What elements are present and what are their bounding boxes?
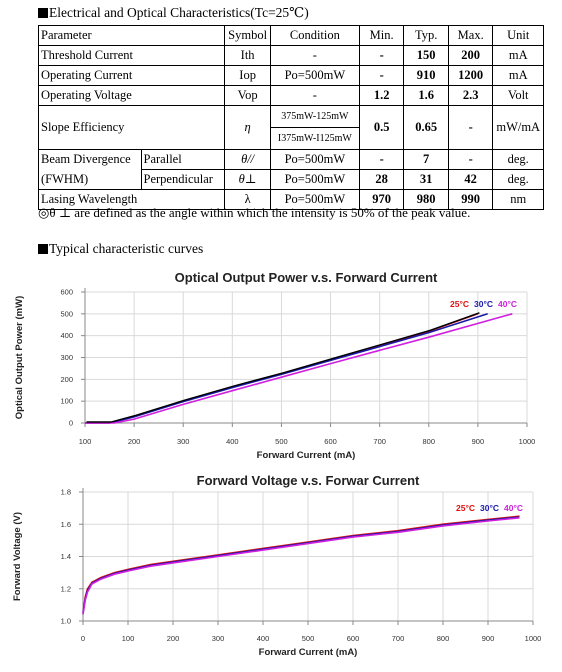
x-tick-label: 900 bbox=[481, 634, 495, 643]
cell-typ: 980 bbox=[404, 190, 449, 210]
legend-entry: 30°C bbox=[474, 299, 493, 309]
table-row bbox=[39, 66, 544, 86]
cell-symbol: θ⊥ bbox=[225, 170, 270, 190]
cell-max: 2.3 bbox=[448, 86, 493, 106]
header-min: Min. bbox=[359, 26, 404, 46]
cell-typ: 1.6 bbox=[404, 86, 449, 106]
cell-subparam: Perpendicular bbox=[141, 170, 225, 190]
cell-min: - bbox=[359, 150, 404, 170]
legend-entry: 40°C bbox=[498, 299, 517, 309]
cell-max: 1200 bbox=[448, 66, 493, 86]
x-tick-label: 400 bbox=[256, 634, 270, 643]
cell-max: 42 bbox=[448, 170, 493, 190]
series-line-shadow bbox=[87, 313, 480, 422]
cell-param: Lasing Wavelength bbox=[39, 190, 225, 210]
section-heading-characteristics bbox=[38, 5, 309, 21]
y-tick-label: 300 bbox=[60, 353, 73, 362]
header-symbol: Symbol bbox=[225, 26, 270, 46]
cell-max: 200 bbox=[448, 46, 493, 66]
series-line-40c bbox=[83, 518, 520, 615]
table-row bbox=[39, 106, 544, 150]
cell-condition: Po=500mW bbox=[270, 66, 359, 86]
square-bullet-icon bbox=[38, 244, 48, 254]
cell-max: - bbox=[448, 106, 493, 150]
table-row bbox=[39, 46, 544, 66]
voltage-vs-current-chart bbox=[0, 470, 562, 670]
y-tick-label: 100 bbox=[60, 396, 73, 406]
table-header-row bbox=[39, 26, 544, 46]
legend-entry: 25°C bbox=[456, 503, 475, 513]
header-max: Max. bbox=[448, 26, 493, 46]
table-row bbox=[39, 170, 544, 190]
chart-title: Forward Voltage v.s. Forwar Current bbox=[196, 473, 420, 488]
y-tick-label: 200 bbox=[60, 374, 73, 384]
x-tick-label: 800 bbox=[436, 634, 450, 643]
cell-max: 990 bbox=[448, 190, 493, 210]
condition-current-range: I375mW-I125mW bbox=[277, 133, 352, 144]
y-tick-label: 1.0 bbox=[60, 616, 71, 626]
cell-subparam: Parallel bbox=[141, 150, 225, 170]
cell-max: - bbox=[448, 150, 493, 170]
table-row bbox=[39, 86, 544, 106]
table-row bbox=[39, 150, 544, 170]
header-parameter: Parameter bbox=[39, 26, 225, 46]
legend-entry: 40°C bbox=[504, 503, 523, 513]
cell-unit: nm bbox=[493, 190, 544, 210]
series-line-25c bbox=[83, 516, 520, 613]
x-tick-label: 0 bbox=[80, 634, 86, 643]
cell-param: Slope Efficiency bbox=[39, 106, 225, 150]
series-line-30c bbox=[85, 314, 488, 423]
cell-unit: deg. bbox=[493, 170, 544, 190]
x-tick-label: 500 bbox=[275, 437, 288, 446]
header-unit: Unit bbox=[493, 26, 544, 46]
section-heading-curves bbox=[38, 241, 203, 257]
y-axis-label: Forward Voltage (V) bbox=[12, 511, 23, 602]
square-bullet-icon bbox=[38, 8, 48, 18]
cell-condition: Po=500mW bbox=[270, 150, 359, 170]
x-tick-label: 300 bbox=[211, 634, 225, 643]
cell-typ: 150 bbox=[404, 46, 449, 66]
section-title: Electrical and Optical Characteristics(Tc=25℃) bbox=[49, 5, 309, 20]
y-tick-label: 1.8 bbox=[60, 487, 71, 497]
cell-unit: mA bbox=[493, 66, 544, 86]
x-tick-label: 200 bbox=[166, 634, 180, 643]
cell-typ: 31 bbox=[404, 170, 449, 190]
x-tick-label: 700 bbox=[373, 437, 386, 446]
cell-symbol: Ith bbox=[225, 46, 270, 66]
cell-param: Threshold Current bbox=[39, 46, 225, 66]
cell-symbol: η bbox=[225, 106, 270, 150]
cell-unit: mW/mA bbox=[493, 106, 544, 150]
x-tick-label: 200 bbox=[127, 437, 141, 446]
footnote: ◎θ ⊥ are defined as the angle within which the intensity is 50% of the peak value. bbox=[38, 205, 471, 220]
x-tick-label: 1000 bbox=[518, 437, 536, 446]
cell-min: 0.5 bbox=[359, 106, 404, 150]
y-tick-label: 0 bbox=[68, 418, 73, 428]
x-tick-label: 600 bbox=[324, 437, 337, 446]
cell-condition bbox=[270, 106, 359, 150]
power-vs-current-chart bbox=[0, 265, 562, 465]
y-tick-label: 400 bbox=[60, 331, 73, 341]
cell-min: 1.2 bbox=[359, 86, 404, 106]
cell-min: 970 bbox=[359, 190, 404, 210]
x-tick-label: 1000 bbox=[524, 634, 542, 643]
cell-param: Operating Current bbox=[39, 66, 225, 86]
cell-symbol: Vop bbox=[225, 86, 270, 106]
cell-condition: - bbox=[270, 86, 359, 106]
cell-typ: 910 bbox=[404, 66, 449, 86]
chart-title: Optical Output Power v.s. Forward Current bbox=[174, 270, 438, 285]
x-tick-label: 400 bbox=[226, 437, 239, 446]
x-tick-label: 500 bbox=[301, 634, 315, 643]
condition-power-range: 375mW-125mW bbox=[271, 106, 359, 128]
cell-min: 28 bbox=[359, 170, 404, 190]
y-axis-label: Optical Output Power (mW) bbox=[14, 295, 25, 420]
cell-typ: 7 bbox=[404, 150, 449, 170]
cell-typ: 0.65 bbox=[404, 106, 449, 150]
characteristics-table bbox=[38, 25, 544, 210]
cell-unit: deg. bbox=[493, 150, 544, 170]
cell-param: (FWHM) bbox=[39, 170, 142, 190]
header-condition: Condition bbox=[270, 26, 359, 46]
x-axis-label: Forward Current (mA) bbox=[258, 647, 358, 658]
cell-condition: Po=500mW bbox=[270, 190, 359, 210]
x-axis-label: Forward Current (mA) bbox=[256, 450, 356, 461]
cell-unit: Volt bbox=[493, 86, 544, 106]
cell-param: Beam Divergence bbox=[39, 150, 142, 170]
y-tick-label: 1.6 bbox=[60, 519, 71, 529]
y-tick-label: 500 bbox=[60, 309, 73, 319]
x-tick-label: 100 bbox=[121, 634, 135, 643]
x-tick-label: 600 bbox=[346, 634, 360, 643]
x-tick-label: 100 bbox=[78, 437, 92, 446]
x-tick-label: 800 bbox=[422, 437, 436, 446]
cell-condition: - bbox=[270, 46, 359, 66]
cell-min: - bbox=[359, 66, 404, 86]
cell-condition: Po=500mW bbox=[270, 170, 359, 190]
cell-symbol: θ// bbox=[225, 150, 270, 170]
cell-param: Operating Voltage bbox=[39, 86, 225, 106]
cell-min: - bbox=[359, 46, 404, 66]
x-tick-label: 700 bbox=[391, 634, 405, 643]
legend-entry: 30°C bbox=[480, 503, 499, 513]
y-tick-label: 1.4 bbox=[60, 552, 71, 561]
y-tick-label: 600 bbox=[60, 287, 73, 297]
x-tick-label: 900 bbox=[471, 437, 485, 446]
x-tick-label: 300 bbox=[176, 437, 190, 446]
section-title: Typical characteristic curves bbox=[49, 241, 204, 256]
legend-entry: 25°C bbox=[450, 299, 469, 309]
cell-unit: mA bbox=[493, 46, 544, 66]
y-tick-label: 1.2 bbox=[60, 584, 71, 594]
cell-symbol: λ bbox=[225, 190, 270, 210]
cell-symbol: Iop bbox=[225, 66, 270, 86]
header-typ: Typ. bbox=[404, 26, 449, 46]
